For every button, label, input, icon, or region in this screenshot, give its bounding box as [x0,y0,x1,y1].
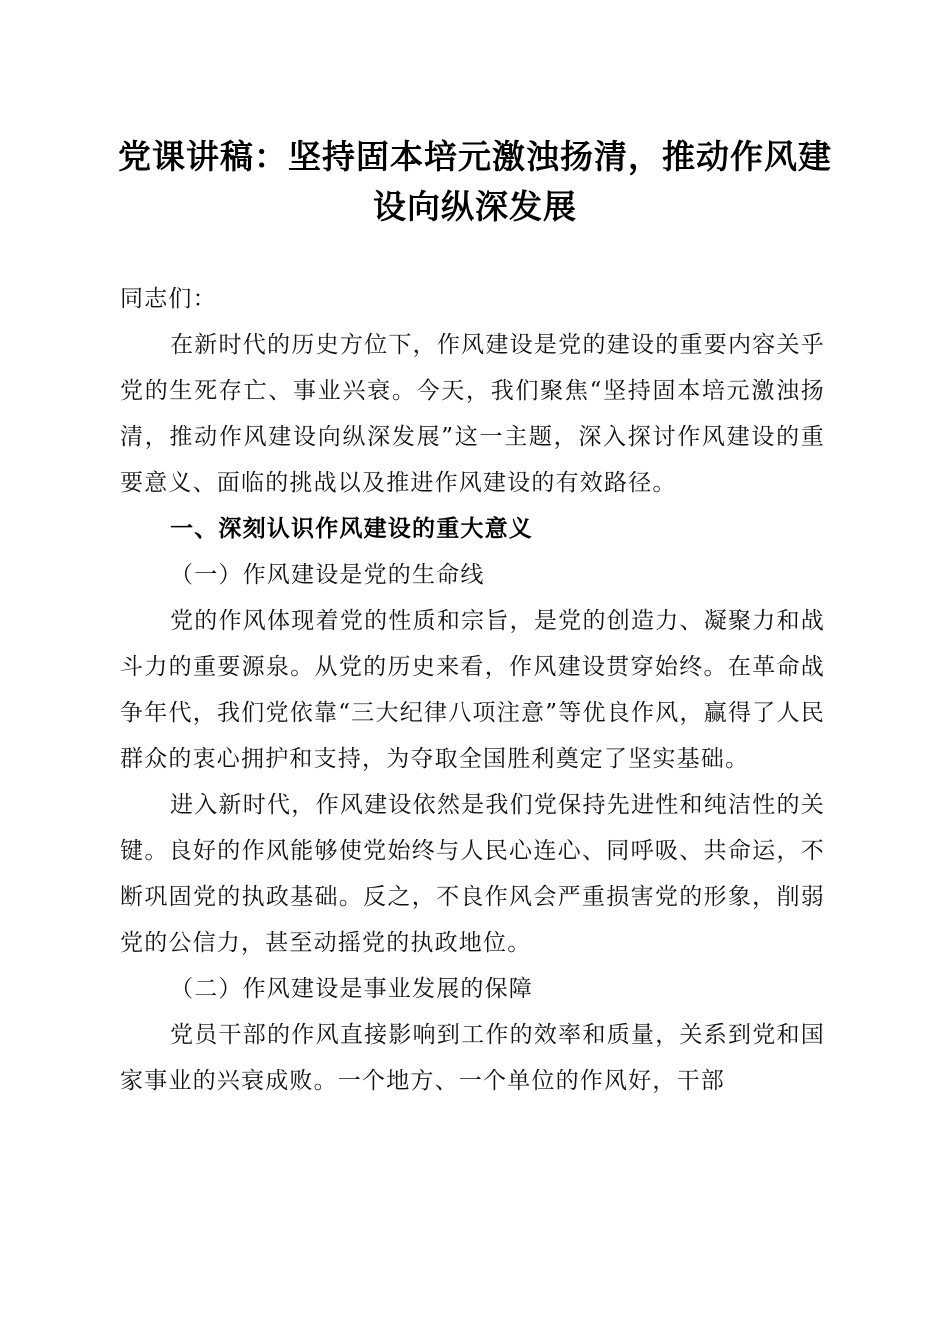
body-paragraph: 进入新时代，作风建设依然是我们党保持先进性和纯洁性的关键。良好的作风能够使党始终与人民心连心、同呼吸、共命运，不断巩固党的执政基础。反之，不良作风会严重损害党的形象，削弱党的公信力，甚至动摇党的执政地位。 [120,792,825,956]
intro-paragraph: 在新时代的历史方位下，作风建设是党的建设的重要内容关乎党的生死存亡、事业兴衰。今天，我们聚焦“坚持固本培元激浊扬清，推动作风建设向纵深发展”这一主题，深入探讨作风建设的重要意义、面临的挑战以及推进作风建设的有效路径。 [120,332,825,496]
greeting: 同志们： [120,286,217,312]
document-body [120,276,825,1104]
body-paragraph: 党员干部的作风直接影响到工作的效率和质量，关系到党和国家事业的兴衰成败。一个地方、一个单位的作风好，干部 [120,1022,825,1094]
section-heading: 一、深刻认识作风建设的重大意义 [170,516,533,542]
body-paragraph: 党的作风体现着党的性质和宗旨，是党的创造力、凝聚力和战斗力的重要源泉。从党的历史来看，作风建设贯穿始终。在革命战争年代，我们党依靠“三大纪律八项注意”等优良作风，赢得了人民群众的衷心拥护和支持，为夺取全国胜利奠定了坚实基础。 [120,608,825,772]
subsection-heading: （二）作风建设是事业发展的保障 [170,976,533,1002]
subsection-heading: （一）作风建设是党的生命线 [170,562,485,588]
document-title: 党课讲稿：坚持固本培元激浊扬清，推动作风建设向纵深发展 [118,137,832,226]
